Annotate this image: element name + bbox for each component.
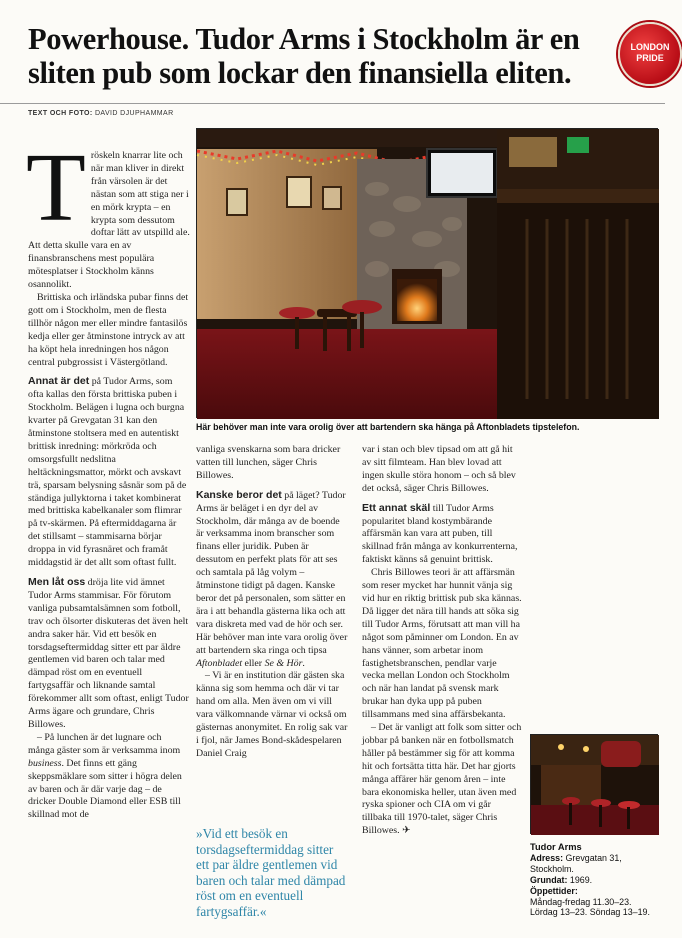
fact-value: 1969.	[567, 874, 593, 885]
headline-rest: Tudor Arms i Stockholm är en sliten pub som lockar den finansiella eliten.	[28, 22, 580, 90]
headline-bold: Powerhouse.	[28, 22, 189, 56]
paragraph	[362, 502, 522, 568]
pub-interior-photo	[196, 128, 658, 418]
paragraph-text: eller	[242, 657, 265, 669]
badge-line1: LONDON	[630, 42, 670, 52]
paragraph-text: . Det finns ett gäng skeppsmäklare som sitter i högra delen av baren och är där varje dag – de dricker Double Diamond eller ESB till skillnad mot de	[28, 757, 182, 821]
fact-value: Grevgatan 31, Stockholm.	[530, 852, 622, 874]
paragraph-text: till Tudor Arms popularitet bland kostymbärande affärsmän kan vara att puben, till skillnad från många av konkurrenterna, faktiskt känns så genuint brittisk.	[362, 502, 518, 566]
paragraph: Chris Billowes teori är att affärsmän som reser mycket har hunnit vänja sig vid hur en riktig brittisk pub ska kännas. Då ligger det nära till hands att söka sig till Tudor Arms, förutsatt att man vill ha något som påminner om London. En av hans vänner, som arbetar inom fastighetsbranschen, pendlar varje vecka mellan London och Stockholm och när han landat på svensk mark brukar han dyka upp på puben tillsammans med sina affärsbekanta.	[362, 567, 522, 721]
fact-box-title: Tudor Arms	[530, 842, 582, 852]
fact-label: Adress:	[530, 852, 564, 863]
emphasis: business	[28, 757, 62, 769]
paragraph	[196, 489, 348, 671]
fact-box	[530, 842, 660, 918]
fact-address	[530, 853, 660, 875]
paragraph-text: dröja lite vid ämnet Tudor Arms stammisar. För förutom vanliga pubsamtalsämnen som fotboll, trav och ölsorter diskuteras det även helt andra saker här. Vid ett besök en torsdagseftermiddag sitter ett par äldre gentlemen vid baren och talar med dämpad röst om en eventuell fartygsaffär och liknande samtal förekommer allt som oftast, enligt Tudor Arms ägare och grundare, Chris Billowes.	[28, 577, 189, 730]
paragraph: var i stan och blev tipsad om att gå hit av sitt filmteam. Han blev lovad att ingen skulle störa honom – och så blev det också, säger Chris Billowes.	[362, 444, 516, 494]
paragraph	[28, 732, 190, 822]
run-in-heading: Kanske beror det	[196, 488, 282, 501]
paragraph: Brittiska och irländska pubar finns det gott om i Stockholm, men de flesta tillhör någon mer eller mindre fantasilös kedja eller ger åtminstone intryck av att ha köpt hela inredningen hos någon central pubgrossist i Västergötland.	[28, 291, 189, 368]
byline	[28, 110, 174, 117]
end-mark-icon: ✈	[402, 825, 411, 837]
paragraph: vanliga svenskarna som bara dricker vatten till lunchen, säger Chris Billowes.	[196, 444, 341, 481]
fact-hours-weekday: Måndag-fredag 11.30–23.	[530, 896, 632, 907]
paragraph-text: – Det är vanligt att folk som sitter och jobbar på banken när en fotbollsmatch håller på bestämmer sig för att komma hit och fortsätta titta här. Det har gjorts många affärer här genom åren – inte bara ekonomiska heller, utan även med ryska spioner och CIA om vi går tillbaka till 1970-talet, säger Chris Billowes.	[362, 722, 522, 837]
run-in-heading: Men låt oss	[28, 576, 86, 588]
paragraph	[28, 375, 190, 570]
london-pride-badge	[618, 22, 682, 86]
fact-hours-weekend: Lördag 13–23. Söndag 13–19.	[530, 907, 650, 918]
paragraph	[362, 722, 522, 838]
paragraph-text: på läget? Tudor Arms är beläget i en dyr del av Stockholm, där många av de boende är verksamma inom branscher som finans eller juridik. Puben är dessutom en perfekt plats för att ses och samtala på låg volym – åtminstone tidigt på dagen. Kanske beror det på personalen, som sätter en ära i att behandla gästerna lika och att vara diskreta med vad de hör och ser. Här behöver man inte vara orolig över att bartendern ska ringa och tipsa	[196, 489, 348, 656]
run-in-heading: Ett annat skäl	[362, 501, 431, 514]
pub-interior-illustration	[197, 129, 659, 419]
paragraph-text: – På lunchen är det lugnare och många gäster som är verksamma inom	[28, 731, 181, 756]
header-rule	[0, 103, 665, 104]
fact-founded	[530, 875, 660, 886]
fact-hours-label: Öppettider:	[530, 885, 578, 896]
pub-bar-photo	[530, 734, 658, 834]
article-column-3	[362, 444, 522, 838]
photo-caption: Här behöver man inte vara orolig över att bartendern ska hänga på Aftonbladets tipstelefon.	[196, 422, 580, 432]
article-column-2	[196, 444, 348, 761]
byline-name: DAVID DJUPHAMMAR	[94, 110, 174, 117]
byline-label: TEXT OCH FOTO:	[28, 110, 93, 117]
pull-quote: »Vid ett besök en torsdagseftermiddag sitter ett par äldre gentlemen vid baren och talar med dämpad röst om en eventuell fartygsaffär.«	[196, 826, 346, 919]
paragraph-text: .	[302, 657, 305, 669]
run-in-heading: Annat är det	[28, 375, 90, 388]
drop-cap: T	[26, 134, 86, 242]
emphasis: Aftonbladet	[196, 657, 243, 669]
intro-paragraph	[26, 134, 190, 292]
intro-text: röskeln knarrar lite och när man kliver in direkt från värsolen är det nästan som att stiga ner i en mörk krypta – en krypta som dessutom doftar lätt av utspilld ale. Att detta skulle vara en av finansbranschens mest populära mötesplatser i Stockholm känns osannolikt.	[28, 150, 190, 291]
emphasis: Se & Hör	[264, 657, 303, 669]
headline	[28, 22, 628, 90]
article-column-1	[26, 134, 190, 822]
fact-label: Grundat:	[530, 874, 568, 885]
paragraph-text: på Tudor Arms, som ofta kallas den första brittiska puben i Stockholm. Belägen i lugna och burgna kvarter på Grevgatan 31 kan den åtminstone stoltsera med en autentiskt brittisk inredning: mörkröda och omsorgsfullt nedslitna heltäckningsmattor, mörkt och avskavt trä, sparsam belysning såsnär som på de ständiga jullyktorna i taket kombinerat med brittiska kabelkanaler som flimrar på tv-skärmen. På eftermiddagarna är det stillsamt – stammisarna börjar droppa in vid fyrasnäret och framåt middagstid är det allt som oftast fullt.	[28, 376, 187, 569]
pub-bar-illustration	[531, 735, 659, 835]
paragraph	[28, 576, 190, 732]
paragraph: – Vi är en institution där gästen ska känna sig som hemma och där vi tar hand om alla. Men även om vi vill vara välkomnande värnar vi också om gästernas anonymitet. En rolig sak var i fjol, när James Bond-skådespelaren Daniel Craig	[196, 670, 348, 759]
badge-line2: PRIDE	[636, 53, 664, 63]
